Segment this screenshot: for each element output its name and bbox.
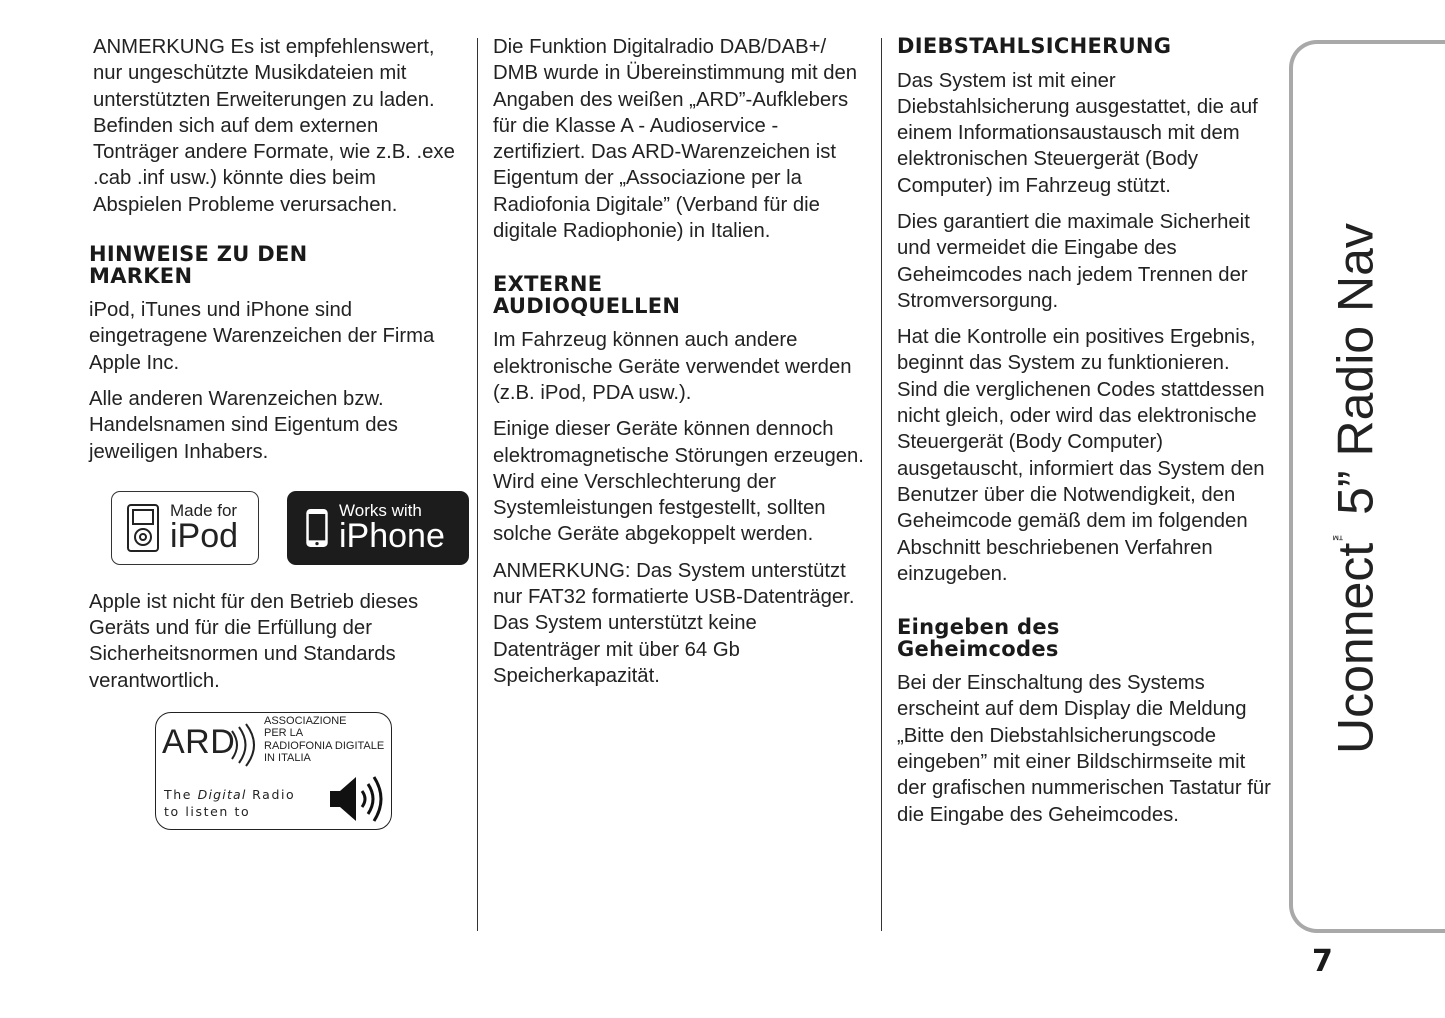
badge-big-text: iPod (170, 517, 239, 556)
column-divider (881, 38, 882, 931)
paragraph: Apple ist nicht für den Betrieb dieses Geräts und für die Erfüllung der Sicherheitsnormen und Standards verantwortlich. (89, 590, 419, 692)
column-3 (897, 34, 1272, 838)
paragraph: Das System ist mit einer Diebstahlsicherung ausgestattet, die auf einem Informationsaustausch mit dem elektronischen Steuergerät (Body Computer) im Fahrzeug stützt. (897, 69, 1258, 197)
ard-wordmark: ARD (162, 723, 236, 762)
tag-the: The (164, 787, 193, 803)
chapter-title (1311, 219, 1384, 754)
badge-small-text: Works with (339, 501, 422, 521)
paragraph: Hat die Kontrolle ein positives Ergebnis, beginnt das System zu funktionieren. Sind die verglichenen Codes stattdessen nicht gleich, oder wird das elektronische Steuergerät (Body Computer) ausgetauscht, informiert das System den Benutzer über die Notwendigkeit, den Geheimcode gemäß dem im folgenden Abschnitt beschriebenen Verfahren einzugeben. (897, 326, 1265, 585)
column-2 (493, 34, 868, 699)
made-for-ipod-badge (111, 491, 259, 565)
paragraph: ANMERKUNG: Das System unterstützt nur FAT32 formatierte USB-Datenträger. Das System unterstützt keine Datenträger mit über 64 Gb Speicherkapazität. (493, 559, 855, 687)
ard-tagline (164, 787, 295, 820)
ipod-icon (126, 503, 160, 553)
paragraph: Einige dieser Geräte können dennoch elektromagnetische Störungen erzeugen. Wird eine Verschlechterung der Systemleistungen festgestellt, sollten solche Geräte abgekoppelt werden. (493, 418, 864, 546)
chapter-brand: Uconnect (1327, 542, 1384, 754)
note-paragraph: ANMERKUNG Es ist empfehlenswert, nur ungeschützte Musikdateien mit unterstützten Erweiterungen zu laden. Befinden sich auf dem externen Tonträger andere Formate, wie z.B. .exe .cab .inf usw.) könnte dies beim Abspielen Probleme verursachen. (93, 36, 455, 216)
paragraph: iPod, iTunes und iPhone sind eingetragene Warenzeichen der Firma Apple Inc. (89, 299, 435, 374)
broadcast-waves-icon (226, 723, 266, 767)
tag-digital: Digital (197, 787, 247, 803)
page-number: 7 (1312, 944, 1333, 979)
assoc-line: RADIOFONIA DIGITALE (264, 739, 385, 752)
tag-line2: to listen to (164, 803, 251, 819)
heading-external-audio: EXTERNE AUDIOQUELLEN (493, 272, 681, 318)
assoc-line: IN ITALIA (264, 751, 311, 764)
badge-small-text: Made for (170, 501, 238, 521)
trademark-symbol: ™ (1331, 528, 1345, 543)
paragraph: Alle anderen Warenzeichen bzw. Handelsnamen sind Eigentum des jeweiligen Inhabers. (89, 387, 398, 463)
chapter-model: 5” Radio Nav (1327, 223, 1384, 529)
assoc-line: ASSOCIAZIONE (264, 715, 347, 728)
apple-logos (111, 491, 459, 567)
iphone-icon (303, 503, 331, 553)
subheading-enter-code: Eingeben des Geheimcodes (897, 615, 1060, 661)
heading-trademarks: HINWEISE ZU DEN MARKEN (89, 242, 308, 288)
tag-radio: Radio (252, 787, 296, 803)
badge-big-text: iPhone (339, 517, 445, 556)
assoc-line: PER LA (264, 727, 304, 740)
paragraph: Im Fahrzeug können auch andere elektronische Geräte verwendet werden (z.B. iPod, PDA usw.). (493, 329, 852, 404)
paragraph: Die Funktion Digitalradio DAB/DAB+/ DMB wurde in Übereinstimmung mit den Angaben des weißen „ARD”-Aufklebers für die Klasse A - Audioservice - zertifiziert. Das ARD-Warenzeichen ist Eigentum der „Associazione per la Radiofonia Digitale” (Verband für die digitale Radiophonie) in Italien. (493, 36, 858, 243)
ard-logo (155, 712, 392, 830)
works-with-iphone-badge (287, 491, 469, 565)
column-1 (89, 34, 459, 830)
column-divider (477, 38, 478, 931)
paragraph: Bei der Einschaltung des Systems erscheint auf dem Display die Meldung „Bitte den Diebstahlsicherungscode eingeben” mit einer Bildschirmseite mit der grafischen nummerischen Tastatur für die Eingabe des Geheimcodes. (897, 672, 1271, 826)
speaker-icon (328, 771, 386, 827)
heading-anti-theft: DIEBSTAHLSICHERUNG (897, 34, 1172, 58)
ard-association-text (264, 715, 384, 764)
paragraph: Dies garantiert die maximale Sicherheit und vermeidet die Eingabe des Geheimcodes nach jedem Trennen der Stromversorgung. (897, 210, 1250, 312)
